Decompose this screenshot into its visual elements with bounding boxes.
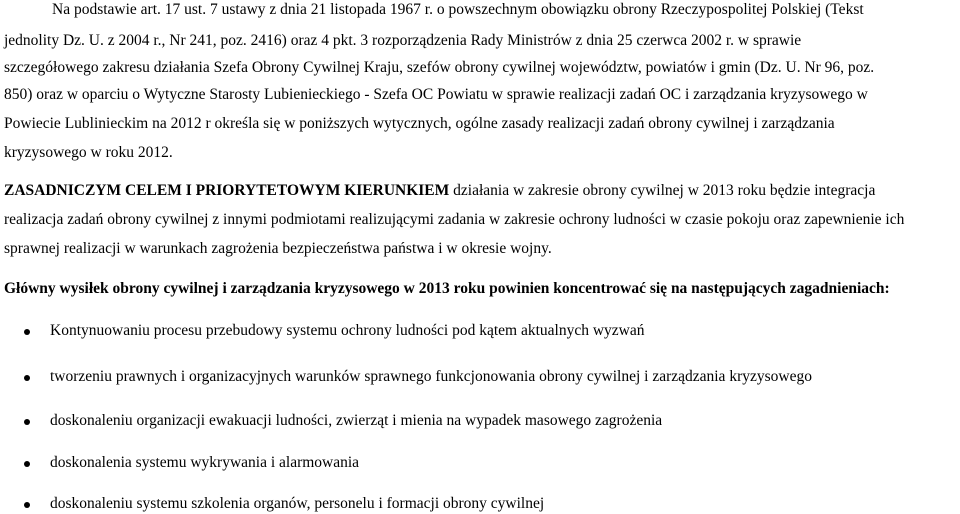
- bullet-icon: [24, 329, 30, 335]
- list-item: tworzeniu prawnych i organizacyjnych warunków sprawnego funkcjonowania obrony cywilnej i zarządzania kryzysowego: [50, 368, 812, 385]
- priority-heading: ZASADNICZYM CELEM I PRIORYTETOWYM KIERUNKIEM: [4, 182, 450, 199]
- bullet-icon: [24, 461, 30, 467]
- section-heading: Główny wysiłek obrony cywilnej i zarządzania kryzysowego w 2013 roku powinien koncentrować się na następujących zagadnieniach:: [4, 280, 890, 297]
- paragraph1-line3: szczegółowego zakresu działania Szefa Obrony Cywilnej Kraju, szefów obrony cywilnej województw, powiatów i gmin (Dz. U. Nr 96, poz.: [4, 59, 875, 76]
- list-item: doskonaleniu organizacji ewakuacji ludności, zwierząt i mienia na wypadek masowego zagrożenia: [50, 412, 663, 429]
- paragraph2-line3: sprawnej realizacji w warunkach zagrożenia bezpieczeństwa państwa i w okresie wojny.: [4, 240, 552, 257]
- paragraph2-line1-rest: działania w zakresie obrony cywilnej w 2013 roku będzie integracja: [449, 182, 876, 199]
- paragraph1-line6: kryzysowego w roku 2012.: [4, 144, 173, 161]
- list-item: doskonalenia systemu wykrywania i alarmowania: [50, 454, 360, 471]
- list-item: doskonaleniu systemu szkolenia organów, personelu i formacji obrony cywilnej: [50, 495, 545, 512]
- paragraph1-line4: 850) oraz w oparciu o Wytyczne Starosty Lubienieckiego - Szefa OC Powiatu w sprawie realizacji zadań OC i zarządzania kryzysowego w: [4, 86, 868, 103]
- bullet-icon: [24, 419, 30, 425]
- paragraph1-line1: Na podstawie art. 17 ust. 7 ustawy z dnia 21 listopada 1967 r. o powszechnym obowiązku obrony Rzeczypospolitej Polskiej (Tekst: [52, 1, 864, 18]
- bullet-icon: [24, 502, 30, 508]
- paragraph1-line5: Powiecie Lublinieckim na 2012 r określa się w poniższych wytycznych, ogólne zasady realizacji zadań obrony cywilnej i zarządzania: [4, 115, 835, 132]
- list-item: Kontynuowaniu procesu przebudowy systemu ochrony ludności pod kątem aktualnych wyzwań: [50, 322, 645, 339]
- paragraph2-line2: realizacja zadań obrony cywilnej z innymi podmiotami realizującymi zadania w zakresie ochrony ludności w czasie pokoju oraz zapewnienie ich: [4, 211, 905, 228]
- paragraph2-line1: [4, 182, 875, 200]
- paragraph1-line2: jednolity Dz. U. z 2004 r., Nr 241, poz. 2416) oraz 4 pkt. 3 rozporządzenia Rady Ministrów z dnia 25 czerwca 2002 r. w sprawie: [4, 32, 802, 49]
- bullet-icon: [24, 375, 30, 381]
